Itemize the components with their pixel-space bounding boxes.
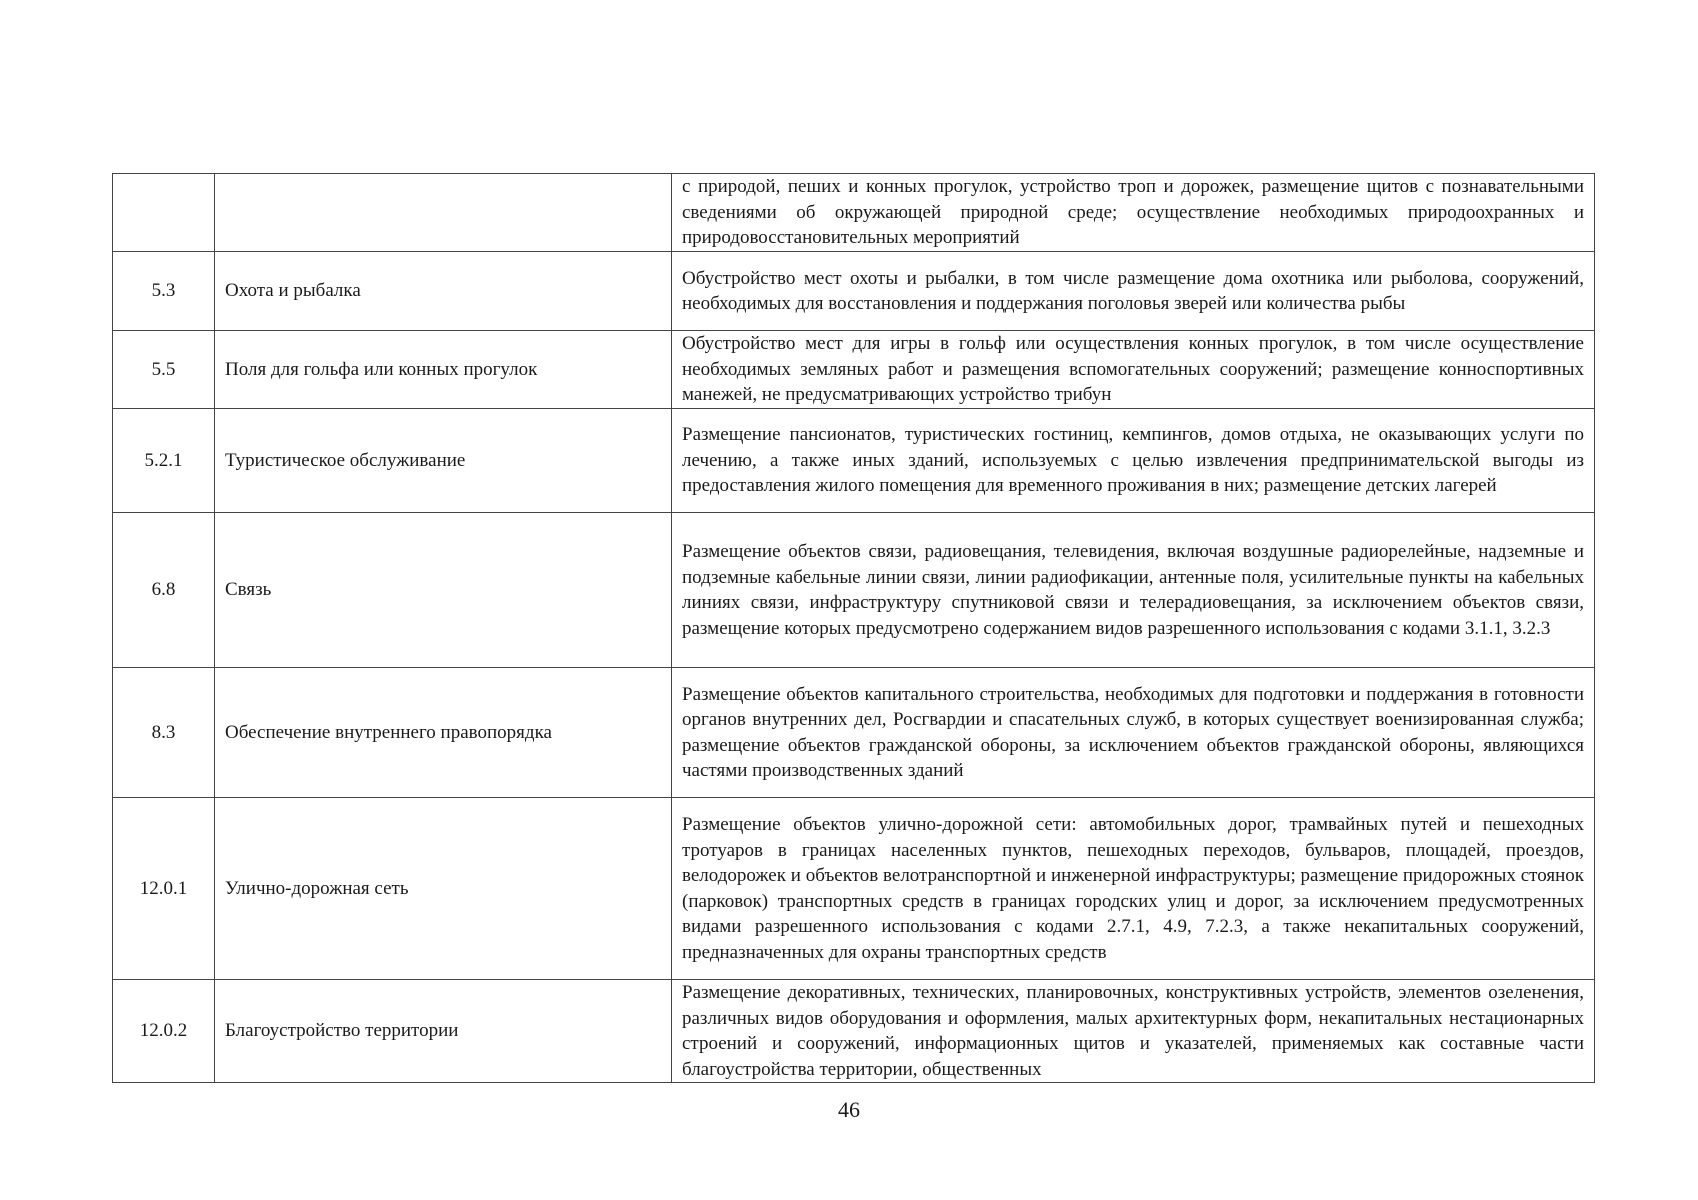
row-description: Размещение объектов капитального строительства, необходимых для подготовки и поддержания в готовности органов внутренних дел, Росгвардии и спасательных служб, в которых существует военизированная служба; размещение объектов гражданской обороны, за исключением объектов гражданской обороны, являющихся частями производственных зданий — [672, 668, 1595, 798]
row-description: с природой, пеших и конных прогулок, устройство троп и дорожек, размещение щитов с познавательными сведениями об окружающей природной среде; осуществление необходимых природоохранных и природовосстановительных мероприятий — [672, 174, 1595, 252]
row-name: Благоустройство территории — [215, 980, 672, 1083]
table-row — [113, 409, 1595, 513]
table-row — [113, 331, 1595, 409]
row-name — [215, 174, 672, 252]
row-code: 5.3 — [113, 252, 215, 331]
row-code: 8.3 — [113, 668, 215, 798]
row-description: Размещение объектов улично-дорожной сети: автомобильных дорог, трамвайных путей и пешеходных тротуаров в границах населенных пунктов, пешеходных переходов, бульваров, площадей, проездов, велодорожек и объектов велотранспортной и инженерной инфраструктуры; размещение придорожных стоянок (парковок) транспортных средств в границах городских улиц и дорог, за исключением предусмотренных видами разрешенного использования с кодами 2.7.1, 4.9, 7.2.3, а также некапитальных сооружений, предназначенных для охраны транспортных средств — [672, 798, 1595, 980]
table-row — [113, 668, 1595, 798]
table-row — [113, 513, 1595, 668]
table-row — [113, 252, 1595, 331]
row-code: 5.2.1 — [113, 409, 215, 513]
table-row — [113, 798, 1595, 980]
row-description: Размещение объектов связи, радиовещания, телевидения, включая воздушные радиорелейные, надземные и подземные кабельные линии связи, линии радиофикации, антенные поля, усилительные пункты на кабельных линиях связи, инфраструктуру спутниковой связи и телерадиовещания, за исключением объектов связи, размещение которых предусмотрено содержанием видов разрешенного использования с кодами 3.1.1, 3.2.3 — [672, 513, 1595, 668]
row-name: Связь — [215, 513, 672, 668]
row-description: Обустройство мест для игры в гольф или осуществления конных прогулок, в том числе осуществление необходимых земляных работ и размещения вспомогательных сооружений; размещение конноспортивных манежей, не предусматривающих устройство трибун — [672, 331, 1595, 409]
row-code: 6.8 — [113, 513, 215, 668]
row-description: Обустройство мест охоты и рыбалки, в том числе размещение дома охотника или рыболова, сооружений, необходимых для восстановления и поддержания поголовья зверей или количества рыбы — [672, 252, 1595, 331]
row-name: Поля для гольфа или конных прогулок — [215, 331, 672, 409]
row-code: 5.5 — [113, 331, 215, 409]
row-code — [113, 174, 215, 252]
row-name: Обеспечение внутреннего правопорядка — [215, 668, 672, 798]
row-code: 12.0.1 — [113, 798, 215, 980]
row-name: Охота и рыбалка — [215, 252, 672, 331]
row-code: 12.0.2 — [113, 980, 215, 1083]
row-description: Размещение пансионатов, туристических гостиниц, кемпингов, домов отдыха, не оказывающих услуги по лечению, а также иных зданий, используемых с целью извлечения предпринимательской выгоды из предоставления жилого помещения для временного проживания в них; размещение детских лагерей — [672, 409, 1595, 513]
row-name: Туристическое обслуживание — [215, 409, 672, 513]
row-description: Размещение декоративных, технических, планировочных, конструктивных устройств, элементов озеленения, различных видов оборудования и оформления, малых архитектурных форм, некапитальных нестационарных строений и сооружений, информационных щитов и указателей, применяемых как составные части благоустройства территории, общественных — [672, 980, 1595, 1083]
table-row — [113, 174, 1595, 252]
table-row — [113, 980, 1595, 1083]
land-use-table — [112, 173, 1595, 1083]
row-name: Улично-дорожная сеть — [215, 798, 672, 980]
page-number: 46 — [838, 1097, 860, 1122]
